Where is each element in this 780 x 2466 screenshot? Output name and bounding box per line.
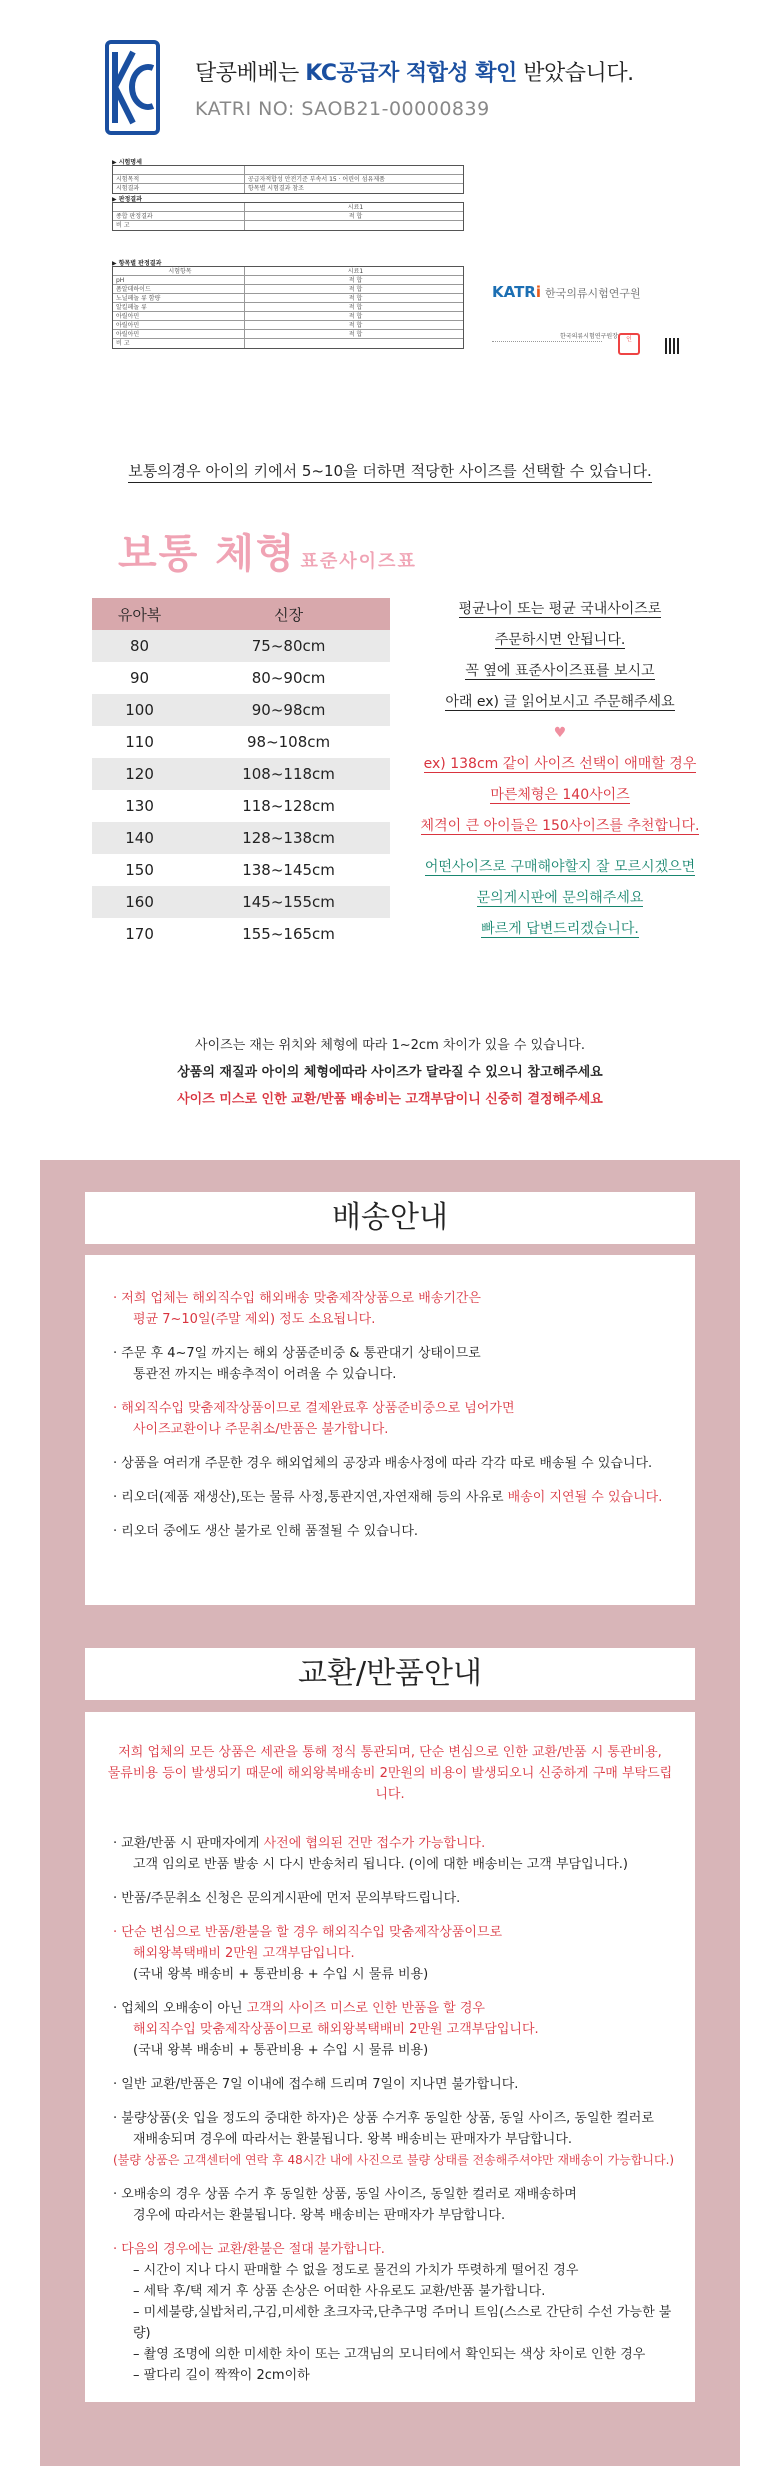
exchange-text: 고객 임의로 반품 발송 시 다시 반송처리 됩니다. (이에 대한 배송비는 고객 부담입니다.): [133, 1857, 628, 1872]
table-row: [92, 790, 390, 822]
size-example-line: 마른체형은 140사이즈: [490, 787, 630, 803]
signature-line: [492, 341, 602, 342]
table-row: [92, 662, 390, 694]
katri-logo: [492, 283, 641, 301]
size-cell: 170: [92, 918, 187, 950]
delivery-text: 사이즈교환이나 주문취소/반품은 불가합니다.: [133, 1422, 389, 1437]
size-cell: 150: [92, 854, 187, 886]
height-cell: 90~98cm: [187, 694, 390, 726]
delivery-text: · 상품을 여러개 주문한 경우 해외업체의 공장과 배송사정에 따라 각각 따로 배송될 수 있습니다.: [113, 1456, 653, 1471]
item-row: pH: [113, 276, 245, 284]
size-selection-note-text: 보통의경우 아이의 키에서 5~10을 더하면 적당한 사이즈를 선택할 수 있습니다.: [128, 462, 652, 483]
spec-value: 항목별 시험결과 참조: [248, 185, 304, 192]
table-row: [92, 918, 390, 950]
katri-brand-i: i: [535, 283, 542, 301]
katri-seal-stamp: 인: [618, 333, 640, 355]
exchange-text: 해외직수입 맞춤제작상품이므로 해외왕복택배비 2만원 고객부담입니다.: [133, 2022, 539, 2037]
size-cell: 120: [92, 758, 187, 790]
exchange-text: 고객의 사이즈 미스로 인한 반품을 할 경우: [246, 2001, 485, 2016]
kc-title-post: 받았습니다.: [516, 61, 634, 86]
size-note-line: 상품의 재질과 아이의 체형에따라 사이즈가 달라질 수 있으니 참고해주세요: [177, 1065, 603, 1080]
spec-label: 시험결과: [113, 184, 245, 193]
item-row: 노닐페놀 류 함량: [113, 294, 245, 302]
size-notes: [0, 1032, 780, 1113]
table-row: [92, 694, 390, 726]
exchange-intro: 저희 업체의 모든 상품은 세관을 통해 정식 통관되며, 단순 변심으로 인한 교환/반품 시 통관비용,: [118, 1745, 662, 1760]
form-heading-items: ▶ 항목별 판정결과: [112, 260, 162, 267]
exchange-text: · 업체의 오배송이 아닌: [113, 2001, 247, 2016]
exchange-text: 해외왕복택배비 2만원 고객부담입니다.: [133, 1946, 355, 1961]
size-header-cell: 유아복: [92, 598, 187, 630]
size-note-warning: 사이즈 미스로 인한 교환/반품 배송비는 고객부담이니 신중히 결정해주세요: [177, 1092, 603, 1107]
result-table: [112, 202, 464, 231]
height-cell: 108~118cm: [187, 758, 390, 790]
size-example-line: 체격이 큰 아이들은 150사이즈를 추천합니다.: [420, 818, 700, 834]
size-guide-text: [400, 594, 720, 945]
height-cell: 118~128cm: [187, 790, 390, 822]
size-chart-title: [118, 522, 417, 579]
item-row: 폼알데하이드: [113, 285, 245, 293]
item-row: 비 고: [113, 339, 245, 348]
delivery-text: · 주문 후 4~7일 까지는 해외 상품준비중 & 통관대기 상태이므로: [113, 1346, 481, 1361]
items-head: 시험항목: [113, 267, 245, 275]
height-cell: 75~80cm: [187, 630, 390, 662]
size-guide-line: 주문하시면 안됩니다.: [494, 632, 626, 648]
inquiry-line: 어떤사이즈로 구매해야할지 잘 모르시겠으면: [424, 859, 696, 875]
exchange-text: · 오배송의 경우 상품 수거 후 동일한 상품, 동일 사이즈, 동일한 컬러로 재배송하며: [113, 2187, 577, 2202]
kc-title-highlight: KC공급자 적합성 확인: [305, 61, 517, 86]
height-cell: 138~145cm: [187, 854, 390, 886]
size-cell: 80: [92, 630, 187, 662]
height-cell: 98~108cm: [187, 726, 390, 758]
table-row: [92, 726, 390, 758]
exchange-text: (국내 왕복 배송비 + 통관비용 + 수입 시 물류 비용): [133, 1967, 429, 1982]
size-cell: 140: [92, 822, 187, 854]
size-example-line: ex) 138cm 같이 사이즈 선택이 애매할 경우: [423, 756, 697, 772]
exchange-intro: 물류비용 등이 발생되기 때문에 해외왕복배송비 2만원의 비용이 발생되오니 신중하게 구매 부탁드립니다.: [107, 1766, 673, 1802]
delivery-text: · 리오더(제품 재생산),또는 물류 사정,통관지연,자연재해 등의 사유로: [113, 1490, 508, 1505]
exchange-text: · 일반 교환/반품은 7일 이내에 접수해 드리며 7일이 지나면 불가합니다.: [113, 2077, 519, 2092]
note-label: 비 고: [113, 221, 245, 230]
exchange-text: 사전에 협의된 건만 접수가 가능합니다.: [263, 1836, 486, 1851]
inquiry-line: 빠르게 답변드리겠습니다.: [481, 921, 639, 937]
item-row: 아릴아민: [113, 330, 245, 338]
item-result: 적 합: [348, 313, 363, 320]
exchange-text: – 세탁 후/택 제거 후 상품 손상은 어떠한 사유로도 교환/반품 불가합니다.: [133, 2284, 546, 2299]
size-cell: 110: [92, 726, 187, 758]
size-guide-line: 아래 ex) 글 읽어보시고 주문해주세요: [445, 694, 675, 710]
exchange-text: – 시간이 지나 다시 판매할 수 없을 정도로 물건의 가치가 뚜렷하게 떨어진 경우: [133, 2263, 579, 2278]
size-cell: 90: [92, 662, 187, 694]
item-result: 적 합: [348, 322, 363, 329]
items-head: 시료1: [347, 268, 364, 275]
delivery-card: [85, 1255, 695, 1605]
items-table: [112, 266, 464, 349]
size-selection-note: [0, 460, 780, 481]
exchange-text: 경우에 따라서는 환불됩니다. 왕복 배송비는 판매자가 부담합니다.: [133, 2208, 506, 2223]
exchange-text: (국내 왕복 배송비 + 통관비용 + 수입 시 물류 비용): [133, 2043, 429, 2058]
spec-value: 공급자적합성 안전기준 부속서 15 · 어린이 섬유제품: [248, 176, 385, 183]
item-result: 적 합: [348, 277, 363, 284]
form-heading-result: ▶ 판정결과: [112, 196, 142, 203]
item-row: 아릴아민: [113, 312, 245, 320]
exchange-title: 교환/반품안내: [85, 1648, 695, 1700]
item-result: 적 합: [348, 286, 363, 293]
exchange-text: · 반품/주문취소 신청은 문의게시판에 먼저 문의부탁드립니다.: [113, 1891, 461, 1906]
delivery-text: · 리오더 중에도 생산 불가로 인해 품절될 수 있습니다.: [113, 1524, 419, 1539]
table-row: [92, 854, 390, 886]
item-row: 아릴아민: [113, 321, 245, 329]
size-table: [92, 598, 390, 950]
spec-table: [112, 165, 464, 194]
spec-label: 시험목적: [113, 175, 245, 183]
kc-certification-title: [195, 56, 634, 87]
inquiry-link[interactable]: 문의게시판에 문의해주세요: [476, 890, 644, 906]
delivery-title: 배송안내: [85, 1192, 695, 1244]
katri-brand: KATR: [492, 283, 536, 301]
delivery-text: 평균 7~10일(주말 제외) 정도 소요됩니다.: [133, 1312, 376, 1327]
result-value: 적 합: [348, 213, 363, 220]
katri-signature-name: 한국의류시험연구원장: [560, 333, 618, 340]
exchange-text: · 다음의 경우에는 교환/환불은 절대 불가합니다.: [113, 2242, 385, 2257]
table-row: [92, 822, 390, 854]
size-cell: 130: [92, 790, 187, 822]
sample-label: 시료1: [347, 204, 364, 211]
size-guide-line: 꼭 옆에 표준사이즈표를 보시고: [465, 663, 655, 679]
kc-mark-logo: [105, 40, 160, 135]
height-cell: 128~138cm: [187, 822, 390, 854]
delivery-text: 통관전 까지는 배송추적이 어려울 수 있습니다.: [133, 1367, 397, 1382]
table-row: [92, 886, 390, 918]
size-cell: 100: [92, 694, 187, 726]
size-note-line: 사이즈는 재는 위치와 체형에 따라 1~2cm 차이가 있을 수 있습니다.: [195, 1038, 585, 1053]
delivery-text: · 저희 업체는 해외직수입 해외배송 맞춤제작상품으로 배송기간은: [113, 1291, 481, 1306]
table-row: [92, 630, 390, 662]
delivery-text: 배송이 지연될 수 있습니다.: [507, 1490, 663, 1505]
form-heading-spec: ▶ 시험명세: [112, 159, 142, 166]
katri-number: KATRI NO: SAOB21-00000839: [195, 98, 490, 120]
heart-icon: ♥: [553, 725, 567, 741]
exchange-text: – 촬영 조명에 의한 미세한 차이 또는 고객님의 모니터에서 확인되는 색상 차이로 인한 경우: [133, 2347, 646, 2362]
exchange-text: (불량 상품은 고객센터에 연락 후 48시간 내에 사진으로 불량 상태를 전송해주셔야만 재배송이 가능합니다.): [113, 2153, 675, 2167]
item-result: 적 합: [348, 331, 363, 338]
size-table-header: [92, 598, 390, 630]
item-row: 알킬페놀 류: [113, 303, 245, 311]
height-cell: 80~90cm: [187, 662, 390, 694]
result-label: 종합 판정결과: [113, 212, 245, 220]
exchange-text: – 팔다리 길이 짝짝이 2cm이하: [133, 2368, 310, 2383]
kc-title-pre: 달콩베베는: [195, 61, 306, 86]
height-cell: 145~155cm: [187, 886, 390, 918]
size-chart-title-sub: 표준사이즈표: [300, 551, 417, 572]
size-guide-line: 평균나이 또는 평균 국내사이즈로: [458, 601, 662, 617]
exchange-text: · 불량상품(옷 입을 정도의 중대한 하자)은 상품 수거후 동일한 상품, 동일 사이즈, 동일한 컬러로: [113, 2111, 654, 2126]
item-result: 적 합: [348, 304, 363, 311]
table-row: [92, 758, 390, 790]
exchange-text: 재배송되며 경우에 따라서는 환불됩니다. 왕복 배송비는 판매자가 부담합니다.: [133, 2132, 573, 2147]
exchange-card: [85, 1712, 695, 2402]
item-result: 적 합: [348, 295, 363, 302]
exchange-text: – 미세불량,실밥처리,구김,미세한 초크자국,단추구멍 주머니 트임(스스로 간단히 수선 가능한 불량): [133, 2305, 672, 2341]
size-cell: 160: [92, 886, 187, 918]
height-cell: 155~165cm: [187, 918, 390, 950]
exchange-text: · 교환/반품 시 판매자에게: [113, 1836, 264, 1851]
katri-brand-korean: 한국의류시험연구원: [545, 287, 641, 300]
qr-code-icon: [665, 338, 681, 354]
size-header-cell: 신장: [187, 598, 390, 630]
delivery-text: · 해외직수입 맞춤제작상품이므로 결제완료후 상품준비중으로 넘어가면: [113, 1401, 515, 1416]
exchange-text: · 단순 변심으로 반품/환불을 할 경우 해외직수입 맞춤제작상품이므로: [113, 1925, 503, 1940]
size-chart-title-main: 보통 체형: [118, 531, 297, 577]
